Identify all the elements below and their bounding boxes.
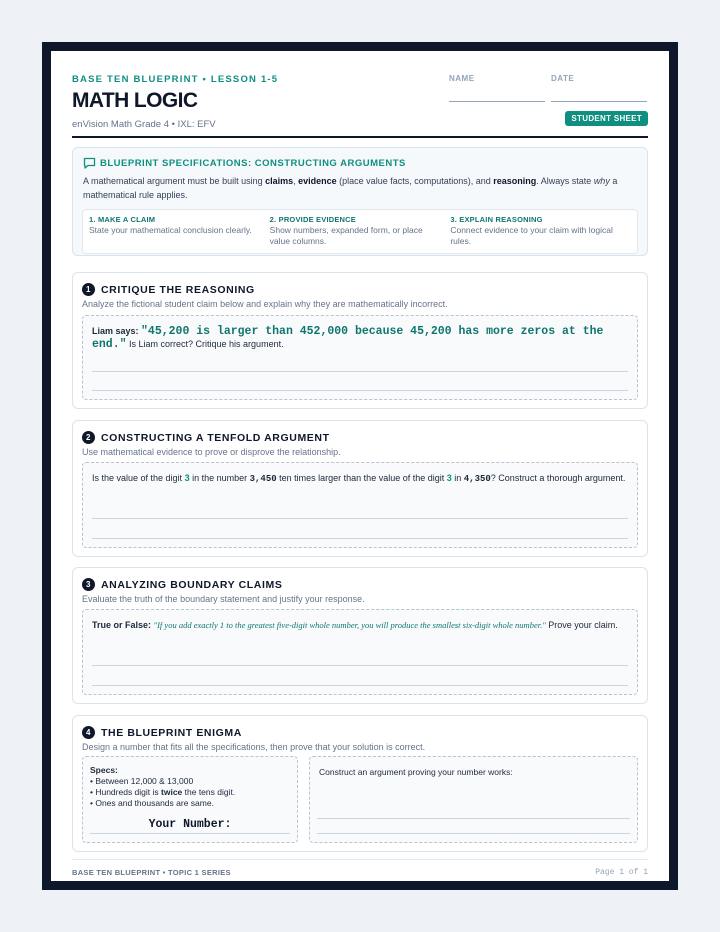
- section-tenfold: [72, 420, 648, 557]
- section-number: 4: [82, 726, 95, 739]
- specs-list: Specs: • Between 12,000 & 13,000 • Hundreds digit is twice the tens digit. • Ones and thousands are same.: [90, 765, 236, 808]
- section-enigma: [72, 715, 648, 852]
- argument-steps: [82, 209, 638, 254]
- section-number: 2: [82, 431, 95, 444]
- tenfold-answer-box[interactable]: [82, 462, 638, 548]
- step-evidence: 2. PROVIDE EVIDENCE Show numbers, expanded form, or place value columns.: [269, 215, 423, 246]
- footer: [72, 859, 648, 877]
- answer-line: [92, 665, 628, 666]
- section-critique: [72, 272, 648, 409]
- section-title: CRITIQUE THE REASONING: [101, 283, 255, 296]
- page-title: MATH LOGIC: [72, 89, 198, 112]
- section-subtitle: Evaluate the truth of the boundary statement and justify your response.: [82, 594, 365, 604]
- lesson-kicker: BASE TEN BLUEPRINT • LESSON 1-5: [72, 74, 279, 85]
- step-reasoning: 3. EXPLAIN REASONING Connect evidence to your claim with logical rules.: [450, 215, 613, 246]
- answer-line: [92, 685, 628, 686]
- boundary-answer-box[interactable]: [82, 609, 638, 695]
- answer-line: [92, 390, 628, 391]
- worksheet-page: [51, 51, 669, 881]
- answer-line: [317, 818, 630, 819]
- answer-line: [92, 371, 628, 372]
- speech-bubble-icon: [83, 157, 96, 169]
- section-boundary: [72, 567, 648, 704]
- student-sheet-badge: STUDENT SHEET: [565, 111, 648, 126]
- header: [72, 51, 648, 138]
- answer-line: [317, 833, 630, 834]
- date-field[interactable]: [551, 74, 647, 102]
- enigma-specs-box[interactable]: [82, 756, 298, 843]
- specifications-title: BLUEPRINT SPECIFICATIONS: CONSTRUCTING ARGUMENTS: [100, 157, 406, 169]
- name-label: NAME: [449, 74, 475, 83]
- your-number-line: [90, 833, 290, 834]
- enigma-argument-box[interactable]: [309, 756, 638, 843]
- argument-prompt: Construct an argument proving your number works:: [319, 767, 513, 777]
- section-number: 1: [82, 283, 95, 296]
- section-title: CONSTRUCTING A TENFOLD ARGUMENT: [101, 431, 330, 444]
- page-number: Page 1 of 1: [595, 868, 648, 877]
- section-subtitle: Use mathematical evidence to prove or disprove the relationship.: [82, 447, 341, 457]
- critique-answer-box[interactable]: [82, 315, 638, 400]
- section-title: THE BLUEPRINT ENIGMA: [101, 726, 242, 739]
- specifications-text: A mathematical argument must be built using claims, evidence (place value facts, computations), and reasoning. Always state why a mathematical rule applies.: [83, 176, 618, 200]
- footer-series: BASE TEN BLUEPRINT • TOPIC 1 SERIES: [72, 868, 231, 877]
- critique-prompt: Liam says: "45,200 is larger than 452,000 because 45,200 has more zeros at the end." Is Liam correct? Critique his argument.: [92, 325, 604, 351]
- section-title: ANALYZING BOUNDARY CLAIMS: [101, 578, 283, 591]
- your-number-label: Your Number:: [148, 818, 232, 831]
- answer-line: [92, 518, 628, 519]
- tenfold-prompt: Is the value of the digit 3 in the number 3,450 ten times larger than the value of the digit 3 in 4,350? Construct a thorough argument.: [92, 473, 626, 484]
- section-subtitle: Analyze the fictional student claim below and explain why they are mathematically incorrect.: [82, 299, 448, 309]
- step-claim: 1. MAKE A CLAIM State your mathematical conclusion clearly.: [89, 215, 252, 235]
- section-number: 3: [82, 578, 95, 591]
- answer-line: [92, 538, 628, 539]
- page-subtitle: enVision Math Grade 4 • IXL: EFV: [72, 119, 216, 130]
- specifications-panel: [72, 147, 648, 256]
- section-subtitle: Design a number that fits all the specifications, then prove that your solution is correct.: [82, 742, 426, 752]
- date-label: DATE: [551, 74, 575, 83]
- boundary-prompt: True or False: "If you add exactly 1 to the greatest five-digit whole number, you will produce the smallest six-digit whole number." Prove your claim.: [92, 620, 618, 630]
- name-field[interactable]: [449, 74, 545, 102]
